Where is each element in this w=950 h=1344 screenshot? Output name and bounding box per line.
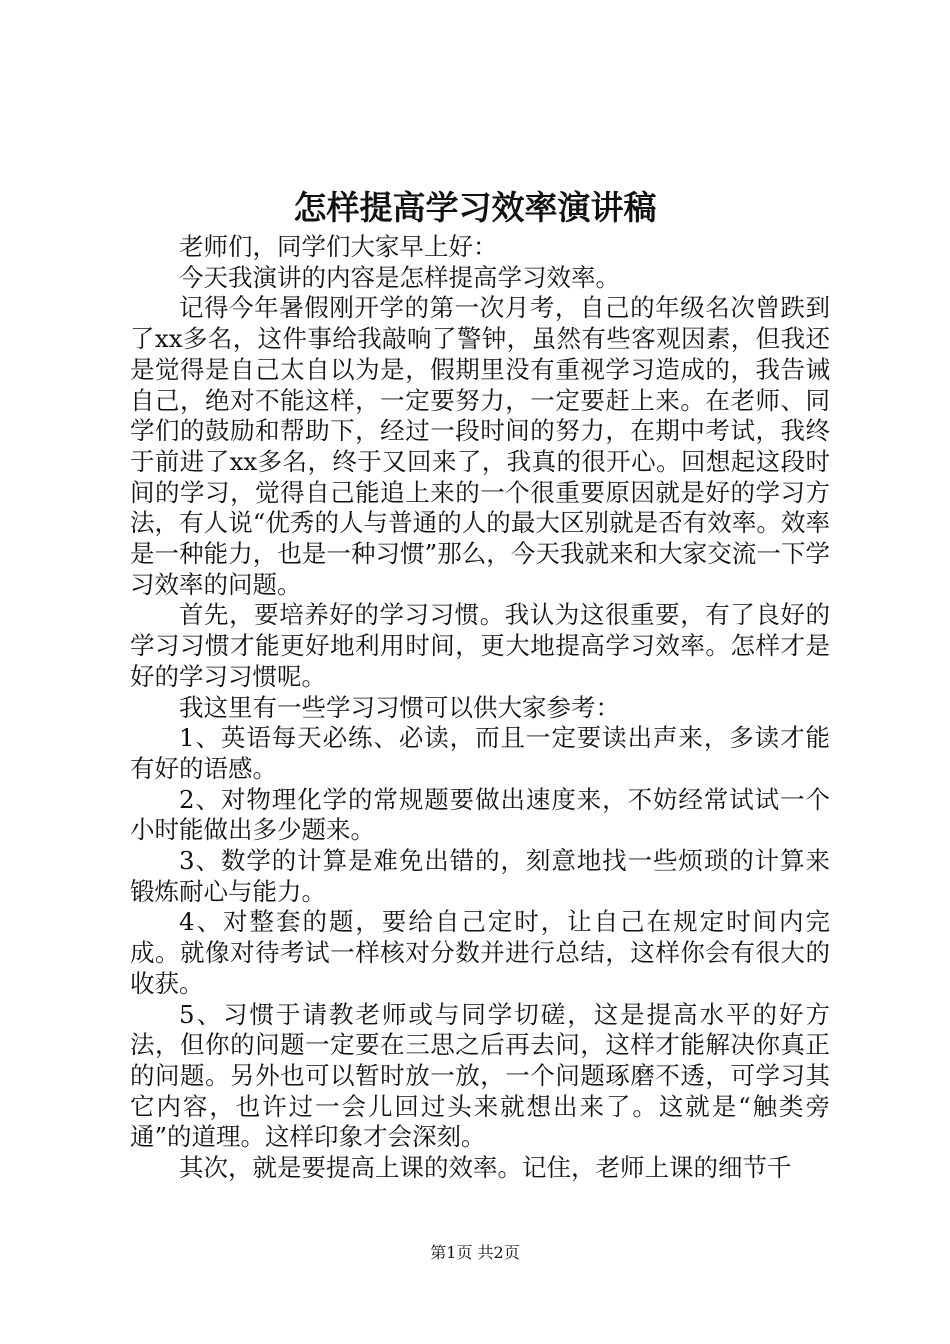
paragraph-first-point: 首先，要培养好的学习习惯。我认为这很重要，有了良好的学习习惯才能更好地利用时间，更大地提高学习效率。怎样才是好的学习习惯呢。 [130, 600, 830, 691]
paragraph-topic: 今天我演讲的内容是怎样提高学习效率。 [179, 262, 620, 292]
list-item-habit-1: 1、英语每天必练、必读，而且一定要读出声来，多读才能有好的语感。 [130, 723, 830, 783]
paragraph-story: 记得今年暑假刚开学的第一次月考，自己的年级名次曾跌到了xx多名，这件事给我敲响了警钟，虽然有些客观因素，但我还是觉得是自己太自以为是，假期里没有重视学习造成的，我告诫自己，绝对不能这样，一定要努力，一定要赶上来。在老师、同学们的鼓励和帮助下，经过一段时间的努力，在期中考试，我终于前进了xx多名，终于又回来了，我真的很开心。回想起这段时间的学习，觉得自己能追上来的一个很重要原因就是好的学习方法，有人说“优秀的人与普通的人的最大区别就是否有效率。效率是一种能力，也是一种习惯”那么，今天我就来和大家交流一下学习效率的问题。 [130, 293, 830, 599]
document-body [130, 232, 830, 1184]
list-item-habit-2: 2、对物理化学的常规题要做出速度来，不妨经常试试一个小时能做出多少题来。 [130, 784, 830, 845]
paragraph-habits-intro: 我这里有一些学习习惯可以供大家参考： [179, 692, 620, 722]
document-title: 怎样提高学习效率演讲稿 [293, 188, 657, 227]
list-item-habit-4: 4、对整套的题，要给自己定时，让自己在规定时间内完成。就像对待考试一样核对分数并进行总结，这样你会有很大的收获。 [130, 907, 830, 998]
list-item-habit-3: 3、数学的计算是难免出错的，刻意地找一些烦琐的计算来锻炼耐心与能力。 [130, 846, 830, 906]
paragraph-second-point: 其次，就是要提高上课的效率。记住，老师上课的细节千 [179, 1153, 792, 1183]
list-item-habit-5: 5、习惯于请教老师或与同学切磋，这是提高水平的好方法，但你的问题一定要在三思之后再去问，这样才能解决你真正的问题。另外也可以暂时放一放，一个问题琢磨不透，可学习其它内容，也许过一会儿回过头来就想出来了。这就是“触类旁通”的道理。这样印象才会深刻。 [130, 999, 830, 1152]
paragraph-greeting: 老师们，同学们大家早上好： [179, 232, 498, 261]
page-number-footer: 第1页 共2页 [430, 1243, 520, 1262]
